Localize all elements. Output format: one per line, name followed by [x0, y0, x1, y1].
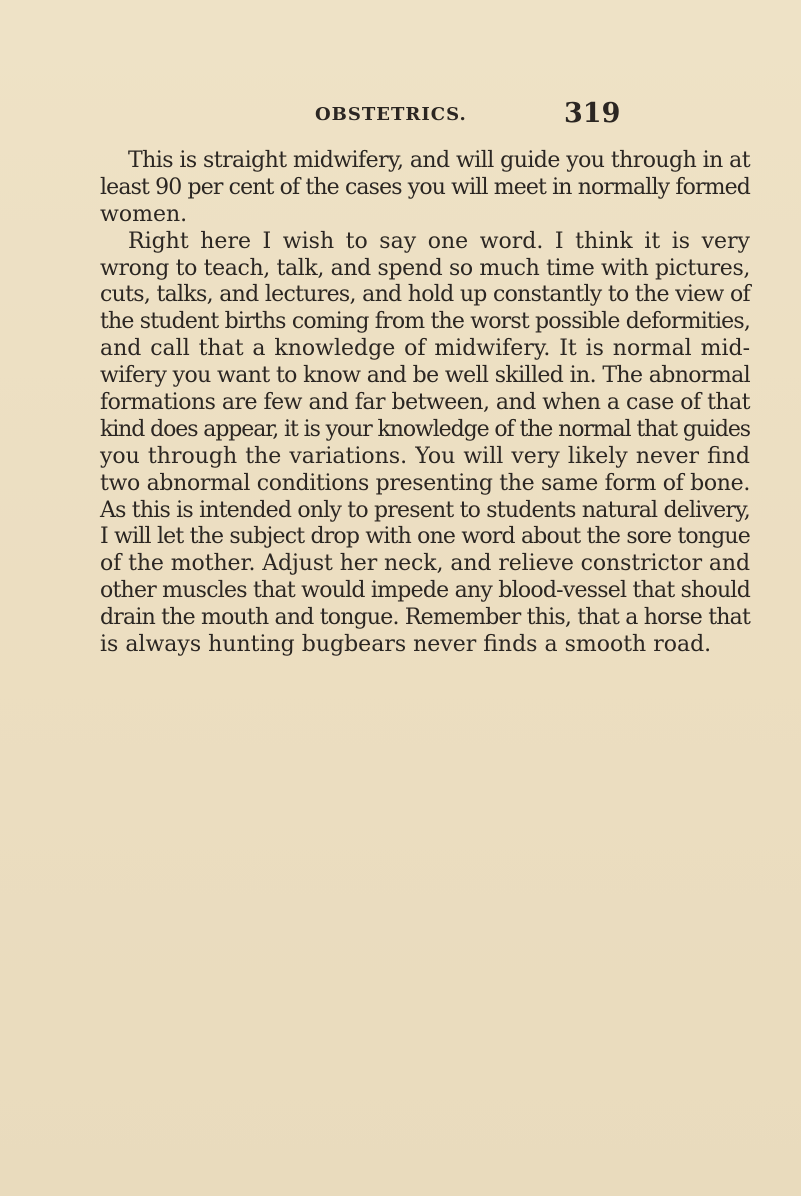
text-line: drain the mouth and tongue. Remember this, that a horse that [100, 605, 750, 631]
text-line: and call that a knowledge of midwifery. It is normal mid- [100, 336, 750, 362]
text-line: As this is intended only to present to students natural delivery, [100, 497, 751, 523]
text-line: wrong to teach, talk, and spend so much time with pictures, [100, 255, 750, 281]
text-line: wifery you want to know and be well skilled in. The abnormal [100, 363, 751, 389]
text-line: I will let the subject drop with one word about the sore tongue [100, 524, 750, 550]
text-line: of the mother. Adjust her neck, and relieve constrictor and [100, 551, 751, 577]
body-text [100, 148, 750, 659]
text-line: women. [100, 201, 188, 227]
text-line: formations are few and far between, and when a case of that [100, 390, 751, 416]
text-line: the student births coming from the worst possible deformities, [100, 309, 751, 335]
text-line: least 90 per cent of the cases you will meet in normally formed [100, 174, 750, 200]
text-line: cuts, talks, and lectures, and hold up constantly to the view of [100, 282, 750, 308]
text-line: kind does appear, it is your knowledge of the normal that guides [100, 416, 751, 442]
page-number: 319 [564, 98, 621, 129]
text-line: This is straight midwifery, and will guide you through in at [128, 148, 751, 173]
running-head [0, 98, 801, 128]
running-head-title: OBSTETRICS. [315, 104, 467, 125]
text-line: Right here I wish to say one word. I think it is very [128, 228, 750, 254]
text-line: you through the variations. You will very likely never find [100, 443, 750, 469]
text-line: two abnormal conditions presenting the same form of bone. [100, 470, 751, 496]
text-line: is always hunting bugbears never finds a smooth road. [100, 632, 712, 658]
text-line: other muscles that would impede any blood-vessel that should [100, 578, 751, 604]
